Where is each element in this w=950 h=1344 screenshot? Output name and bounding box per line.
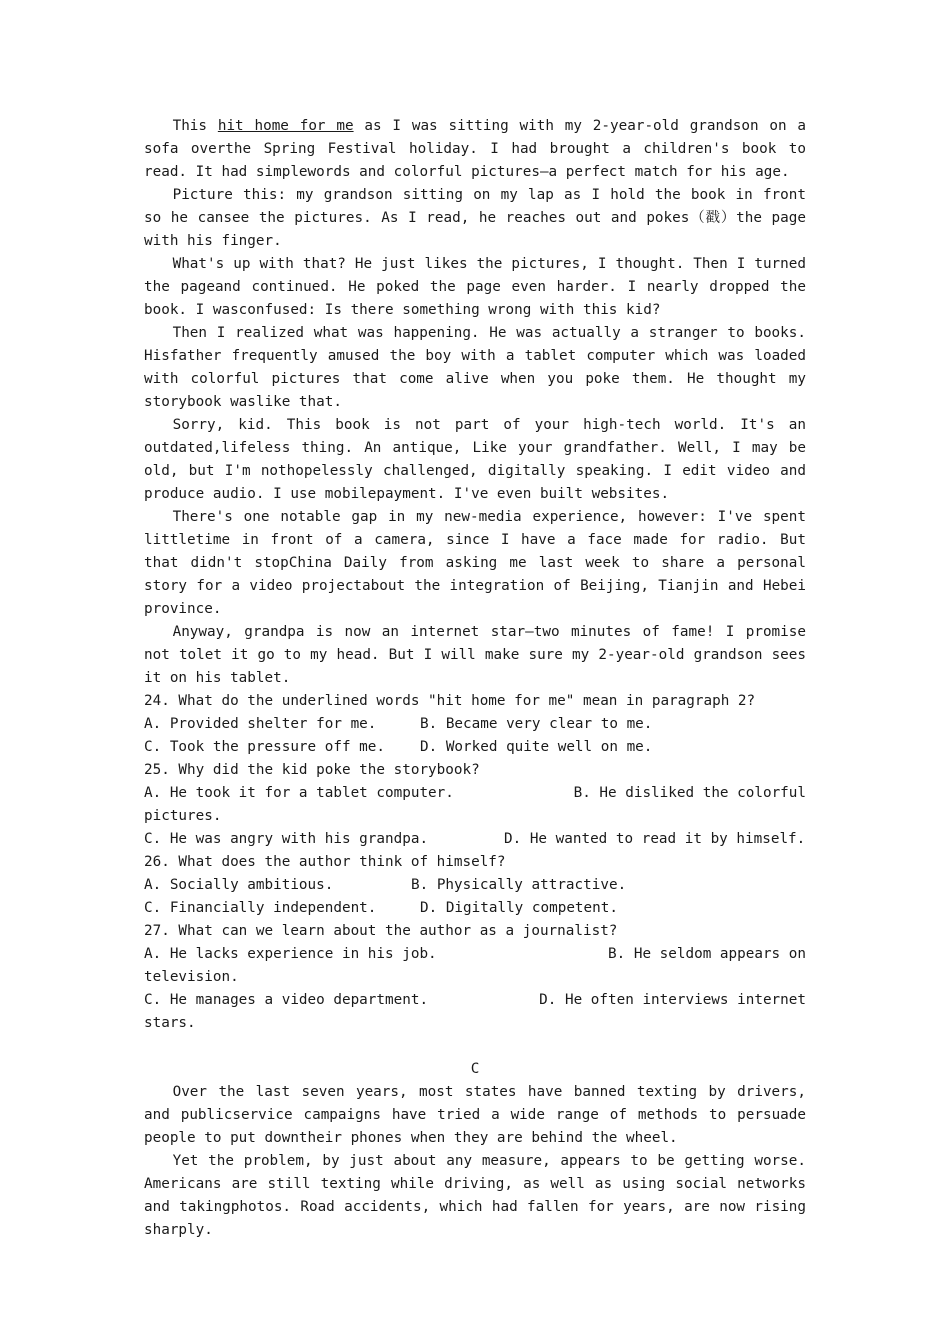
question-25-option-a: A. He took it for a tablet computer. (144, 785, 454, 801)
question-27-option-c: C. He manages a video department. (144, 992, 429, 1008)
question-27-option-d-continued: stars. (144, 1015, 196, 1031)
document-page (144, 115, 806, 1242)
question-27-options-row-1 (144, 943, 806, 966)
underlined-phrase: hit home for me (217, 118, 354, 134)
question-27-option-d: D. He often interviews internet (539, 992, 806, 1008)
question-25-option-d: D. He wanted to read it by himself. (504, 831, 806, 847)
passage-paragraph-1 (144, 115, 806, 184)
passage-paragraph-7: Anyway, grandpa is now an internet star—two minutes of fame! I promise not tolet it go to my head. But I will make sure my 2-year-old grandson sees it on his tablet. (144, 624, 806, 686)
question-24-option-d: D. Worked quite well on me. (420, 739, 653, 755)
paragraph-text: as I was sitting with my 2-year-old grandson on a sofa overthe Spring Festival holiday. I had brought a children's book to read. It had simplewords and colorful pictures—a perfect match for his age. (144, 118, 806, 180)
question-26-stem: 26. What does the author think of himself? (144, 854, 506, 870)
section-c-paragraph-2: Yet the problem, by just about any measure, appears to be getting worse. Americans are still texting while driving, as well as using social networks and takingphotos. Road accidents, which had fallen for years, are now rising sharply. (144, 1153, 806, 1238)
section-c-title: C (470, 1061, 480, 1077)
question-25-option-c: C. He was angry with his grandpa. (144, 831, 429, 847)
question-27-stem: 27. What can we learn about the author as a journalist? (144, 923, 618, 939)
passage-paragraph-4: Then I realized what was happening. He was actually a stranger to books. Hisfather frequently amused the boy with a tablet computer which was loaded with colorful pictures that come alive when you poke them. He thought my storybook waslike that. (144, 325, 806, 410)
question-24-option-a: A. Provided shelter for me. (144, 716, 377, 732)
question-24-option-c: C. Took the pressure off me. (144, 739, 386, 755)
question-27-option-a: A. He lacks experience in his job. (144, 946, 437, 962)
question-24-options-row-1 (144, 713, 806, 736)
question-26-option-b: B. Physically attractive. (411, 877, 627, 893)
question-25-stem: 25. Why did the kid poke the storybook? (144, 762, 480, 778)
question-25-options-row-1 (144, 782, 806, 805)
question-27-option-b: B. He seldom appears on (608, 946, 806, 962)
question-25-options-row-2 (144, 828, 806, 851)
question-26-option-c: C. Financially independent. (144, 900, 377, 916)
passage-paragraph-6: There's one notable gap in my new-media experience, however: I've spent littletime in front of a camera, since I have a face made for radio. But that didn't stopChina Daily from asking me last week to share a personal story for a video projectabout the integration of Beijing, Tianjin and Hebei province. (144, 509, 806, 617)
question-26-option-a: A. Socially ambitious. (144, 877, 334, 893)
question-25-option-b: B. He disliked the colorful (573, 785, 806, 801)
question-24-stem: 24. What do the underlined words "hit home for me" mean in paragraph 2? (144, 693, 756, 709)
section-c-paragraph-1: Over the last seven years, most states have banned texting by drivers, and publicservice campaigns have tried a wide range of methods to persuade people to put downtheir phones when they are behind the wheel. (144, 1084, 806, 1146)
question-26-options-row-1 (144, 874, 806, 897)
question-24-options-row-2 (144, 736, 806, 759)
passage-paragraph-5: Sorry, kid. This book is not part of your high-tech world. It's an outdated,lifeless thing. An antique, Like your grandfather. Well, I may be old, but I'm nothopelessly challenged, digitally speaking. I edit video and produce audio. I use mobilepayment. I've even built websites. (144, 417, 806, 502)
paragraph-text: This (172, 118, 218, 134)
question-24-option-b: B. Became very clear to me. (420, 716, 653, 732)
question-27-options-row-2 (144, 989, 806, 1012)
question-26-options-row-2 (144, 897, 806, 920)
passage-paragraph-2: Picture this: my grandson sitting on my lap as I hold the book in front so he cansee the pictures. As I read, he reaches out and pokes（戳）the page with his finger. (144, 187, 806, 249)
passage-paragraph-3: What's up with that? He just likes the pictures, I thought. Then I turned the pageand continued. He poked the page even harder. I nearly dropped the book. I wasconfused: Is there something wrong with this kid? (144, 256, 806, 318)
question-26-option-d: D. Digitally competent. (420, 900, 618, 916)
question-27-option-b-continued: television. (144, 969, 239, 985)
question-25-option-b-continued: pictures. (144, 808, 222, 824)
